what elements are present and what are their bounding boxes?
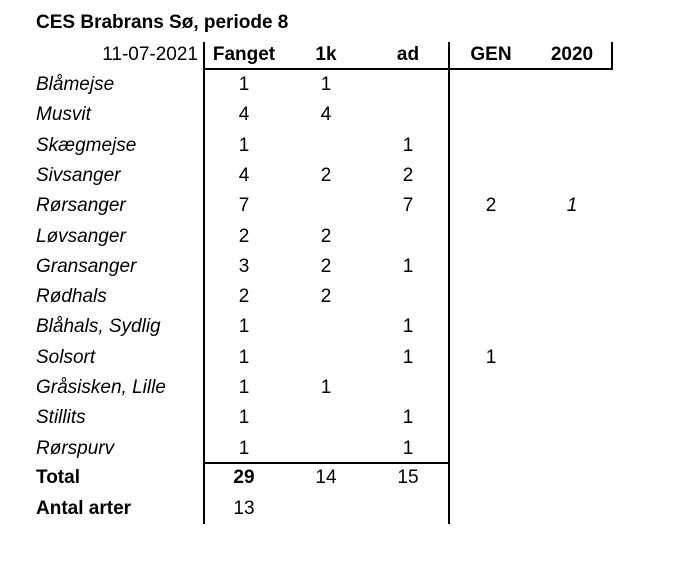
date-label: 11-07-2021 — [102, 44, 198, 65]
ad-value: 1 — [402, 346, 414, 368]
ad-value — [368, 70, 448, 100]
total-label: Total — [36, 467, 80, 488]
fanget-value: 2 — [238, 225, 250, 247]
2020-value — [532, 403, 612, 433]
species-name: Rødhals — [36, 286, 107, 308]
total-1k: 14 — [315, 467, 337, 488]
header-fanget: Fanget — [212, 44, 276, 65]
species-name: Sivsanger — [36, 164, 121, 186]
1k-value — [284, 191, 368, 221]
ad-value: 1 — [402, 316, 414, 338]
2020-value — [532, 312, 612, 342]
2020-value — [532, 434, 612, 464]
header-1k: 1k — [315, 44, 337, 65]
species-name: Gråsisken, Lille — [36, 377, 166, 398]
1k-value: 2 — [320, 225, 332, 247]
gen-value — [450, 403, 532, 433]
gen-value — [450, 252, 532, 282]
2020-value — [532, 373, 612, 403]
1k-value: 2 — [320, 255, 332, 277]
gen-value: 1 — [485, 346, 497, 368]
fanget-value: 1 — [238, 346, 250, 368]
1k-value — [284, 343, 368, 373]
2020-value — [532, 70, 612, 100]
antal-arter-label: Antal arter — [36, 498, 132, 519]
fanget-value: 3 — [238, 255, 250, 277]
species-name: Musvit — [36, 104, 91, 126]
gen-value: 2 — [485, 195, 497, 217]
fanget-value: 1 — [238, 74, 250, 95]
antal-arter-value: 13 — [233, 498, 255, 519]
gen-value — [450, 282, 532, 312]
header-ad: ad — [396, 44, 420, 65]
total-fanget: 29 — [233, 467, 255, 488]
species-name: Blåmejse — [36, 74, 115, 95]
species-name: Skægmejse — [36, 134, 137, 156]
column-divider-left — [203, 42, 205, 524]
2020-value — [532, 131, 612, 161]
fanget-value: 4 — [238, 104, 250, 126]
ad-value — [368, 100, 448, 130]
gen-value — [450, 70, 532, 100]
gen-value — [450, 100, 532, 130]
header-gen: GEN — [470, 44, 512, 65]
2020-value — [532, 343, 612, 373]
1k-value: 2 — [320, 286, 332, 308]
1k-value — [284, 131, 368, 161]
1k-value — [284, 434, 368, 464]
1k-value — [284, 403, 368, 433]
species-name: Rørsanger — [36, 195, 126, 217]
gen-value — [450, 434, 532, 464]
2020-value — [532, 100, 612, 130]
gen-value — [450, 312, 532, 342]
fanget-value: 7 — [238, 195, 250, 217]
1k-value: 1 — [320, 377, 332, 398]
ad-value: 1 — [402, 255, 414, 277]
species-name: Stillits — [36, 407, 86, 429]
ad-value: 1 — [402, 134, 414, 156]
fanget-value: 1 — [238, 316, 250, 338]
ad-value — [368, 222, 448, 252]
species-name: Blåhals, Sydlig — [36, 316, 161, 338]
2020-value — [532, 161, 612, 191]
2020-value: 1 — [566, 195, 578, 217]
page-title: CES Brabrans Sø, periode 8 — [36, 12, 289, 33]
header-2020: 2020 — [550, 44, 594, 65]
total-ad: 15 — [397, 467, 419, 488]
2020-value — [532, 222, 612, 252]
species-name: Rørspurv — [36, 437, 115, 459]
ad-value — [368, 282, 448, 312]
ad-value: 1 — [402, 407, 414, 429]
species-name: Løvsanger — [36, 225, 126, 247]
1k-value — [284, 312, 368, 342]
fanget-value: 2 — [238, 286, 250, 308]
total-rule — [203, 462, 450, 464]
fanget-value: 1 — [238, 437, 250, 459]
ad-value: 7 — [402, 195, 414, 217]
gen-value — [450, 131, 532, 161]
fanget-value: 1 — [238, 134, 250, 156]
header-rule — [203, 68, 613, 70]
1k-value: 2 — [320, 164, 332, 186]
species-name: Solsort — [36, 346, 96, 368]
fanget-value: 4 — [238, 164, 250, 186]
fanget-value: 1 — [238, 407, 250, 429]
species-name: Gransanger — [36, 255, 137, 277]
column-divider-right — [611, 42, 613, 70]
1k-value: 4 — [320, 104, 332, 126]
ad-value: 1 — [402, 437, 414, 459]
gen-value — [450, 373, 532, 403]
ad-value — [368, 373, 448, 403]
gen-value — [450, 222, 532, 252]
2020-value — [532, 252, 612, 282]
fanget-value: 1 — [238, 377, 250, 398]
ad-value: 2 — [402, 164, 414, 186]
2020-value — [532, 282, 612, 312]
1k-value: 1 — [320, 74, 332, 95]
column-divider-middle — [448, 42, 450, 524]
gen-value — [450, 161, 532, 191]
